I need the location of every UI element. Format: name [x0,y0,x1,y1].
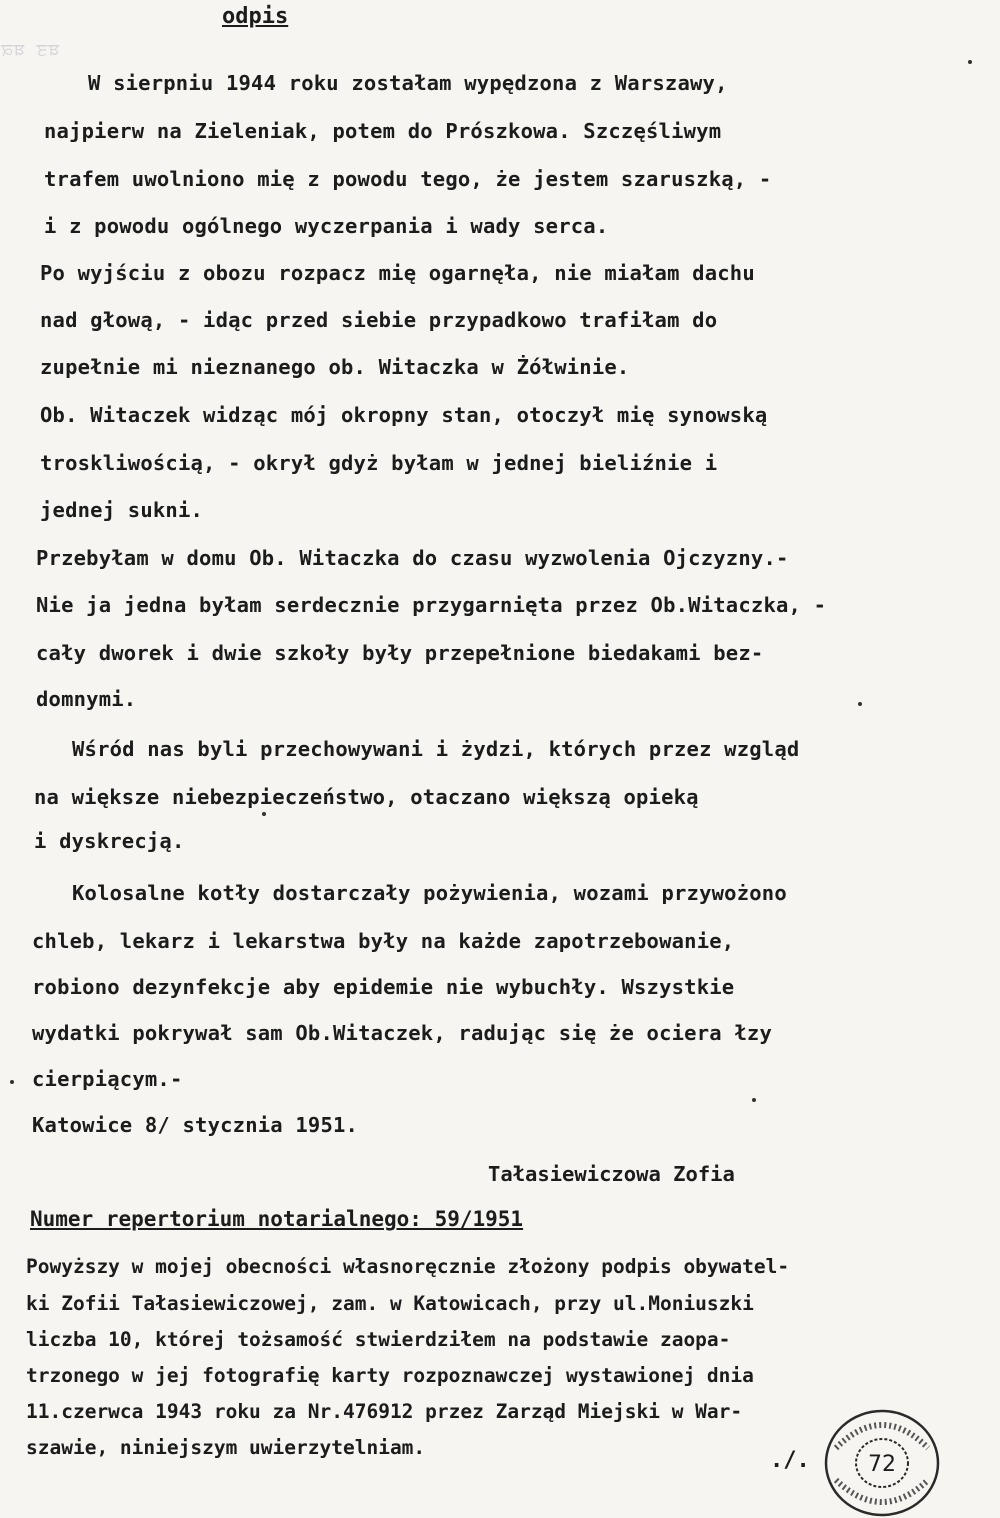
body-line: trafem uwolniono mię z powodu tego, że jestem szaruszką, - [44,167,772,191]
signature-name: Tałasiewiczowa Zofia [488,1162,735,1186]
body-line: jednej sukni. [40,498,204,522]
body-line: chleb, lekarz i lekarstwa były na każde zapotrzebowanie, [32,929,735,953]
scan-speck [10,1080,14,1084]
body-line: zupełnie mi nieznanego ob. Witaczka w Żółwinie. [40,355,630,379]
certification-line: liczba 10, której tożsamość stwierdziłem na podstawie zaopa- [26,1328,731,1351]
body-line: Przebyłam w domu Ob. Witaczka do czasu wyzwolenia Ojczyzny.- [36,546,789,570]
body-line: i z powodu ogólnego wyczerpania i wady serca. [44,214,609,238]
body-line: cierpiącym.- [32,1067,183,1091]
body-line: W sierpniu 1944 roku zostałam wypędzona z Warszawy, [88,71,728,95]
certification-line: 11.czerwca 1943 roku za Nr.476912 przez Zarząd Miejski w War- [26,1400,743,1423]
document-title: odpis [222,4,289,29]
body-line: Po wyjściu z obozu rozpacz mię ogarnęła, nie miałam dachu [40,261,755,285]
certification-line: Powyższy w mojej obecności własnoręcznie złożony podpis obywatel- [26,1255,790,1278]
closing-mark: ./. [770,1448,810,1473]
body-line: domnymi. [36,687,137,711]
body-line: troskliwością, - okrył gdyż byłam w jednej bieliźnie i [40,451,718,475]
notary-stamp-icon [822,1408,942,1518]
body-line: i dyskrecją. [34,829,185,853]
place-date-line: Katowice 8/ stycznia 1951. [32,1113,359,1137]
bleed-through-text: ਬਤ ਬਕ [0,40,59,60]
scan-speck [262,812,266,816]
certification-line: trzonego w jej fotografię karty rozpoznawczej wystawionej dnia [26,1364,754,1387]
body-line: najpierw na Zieleniak, potem do Prószkowa. Szczęśliwym [44,119,722,143]
body-line: Kolosalne kotły dostarczały pożywienia, wozami przywożono [72,881,787,905]
body-line: robiono dezynfekcje aby epidemie nie wybuchły. Wszystkie [32,975,735,999]
certification-line: szawie, niniejszym uwierzytelniam. [26,1436,426,1459]
scan-speck [858,702,862,706]
body-line: cały dworek i dwie szkoły były przepełnione biedakami bez- [36,641,764,665]
body-line: Ob. Witaczek widząc mój okropny stan, otoczył mię synowską [40,403,768,427]
body-line: wydatki pokrywał sam Ob.Witaczek, radując się że ociera łzy [32,1021,772,1045]
repertory-number: Numer repertorium notarialnego: 59/1951 [30,1207,524,1231]
certification-line: ki Zofii Tałasiewiczowej, zam. w Katowicach, przy ul.Moniuszki [26,1292,754,1315]
body-line: Wśród nas byli przechowywani i żydzi, których przez wzgląd [72,737,800,761]
scan-speck [968,60,972,64]
body-line: na większe niebezpieczeństwo, otaczano większą opieką [34,785,699,809]
body-line: Nie ja jedna byłam serdecznie przygarnięta przez Ob.Witaczka, - [36,593,827,617]
body-line: nad głową, - idąc przed siebie przypadkowo trafiłam do [40,308,718,332]
stamp-number: 72 [868,1452,896,1477]
scan-speck [752,1098,756,1102]
